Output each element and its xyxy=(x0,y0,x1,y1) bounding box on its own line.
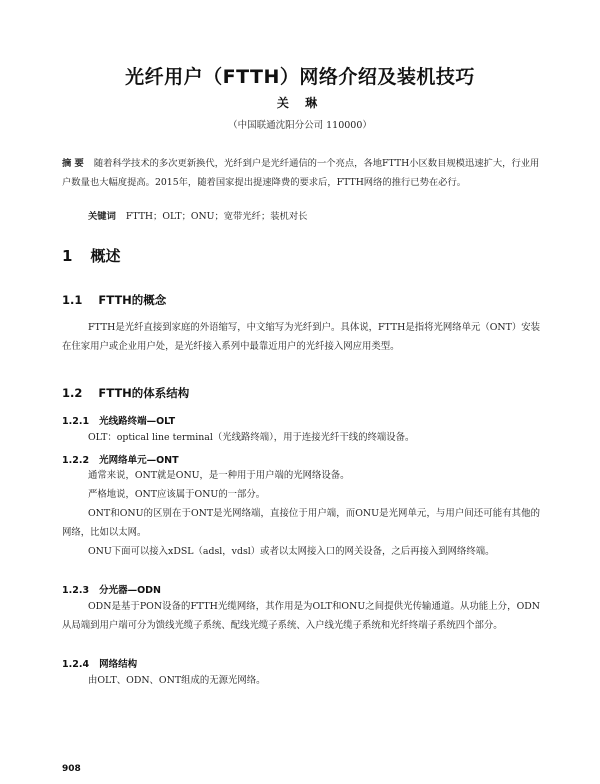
section-1-2-3-number: 1.2.3 xyxy=(62,585,90,596)
section-1-2-2-paragraph-4: ONU下面可以接入xDSL（adsl，vdsl）或者以太网接入口的网关设备，之后再接入到网络终端。 xyxy=(88,546,495,557)
keywords xyxy=(88,209,540,225)
section-1-2-3-title: 分光器—ODN xyxy=(99,585,161,596)
section-1-2-heading xyxy=(62,385,189,401)
section-1-1-number: 1.1 xyxy=(62,293,83,307)
section-1-2-1-number: 1.2.1 xyxy=(62,416,90,427)
keywords-text: FTTH；OLT；ONU；宽带光纤；装机对长 xyxy=(125,211,308,222)
section-1-2-number: 1.2 xyxy=(62,386,83,400)
paper-title: 光纤用户（FTTH）网络介绍及装机技巧 xyxy=(125,66,475,88)
section-1-number: 1 xyxy=(62,247,73,265)
section-1-2-4-paragraph: 由OLT、ODN、ONT组成的无源光网络。 xyxy=(88,675,266,686)
keywords-label: 关键词 xyxy=(88,211,116,222)
section-1-1-heading xyxy=(62,292,166,308)
section-1-2-2-paragraph-1: 通常来说，ONT就是ONU，是一种用于用户端的光网络设备。 xyxy=(88,470,350,481)
section-1-2-4-heading xyxy=(62,656,137,670)
section-1-2-1-paragraph: OLT：optical line terminal（光线路终端），用于连接光纤干线的终端设备。 xyxy=(88,432,415,443)
section-1-2-2-number: 1.2.2 xyxy=(62,455,90,466)
section-1-2-title: FTTH的体系结构 xyxy=(98,386,190,400)
abstract-label: 摘 要 xyxy=(62,158,84,169)
section-1-2-1-title: 光线路终端—OLT xyxy=(99,416,176,427)
section-1-2-3-heading xyxy=(62,582,161,596)
section-1-2-2-paragraph-2: 严格地说，ONT应该属于ONU的一部分。 xyxy=(88,489,266,500)
section-1-2-3-paragraph: ODN是基于PON设备的FTTH光缆网络，其作用是为OLT和ONU之间提供光传输通道。从功能上分，ODN从局端到用户端可分为馈线光缆子系统、配线光缆子系统、入户线光缆子系统和光纤终端子系统四个部分。 xyxy=(62,601,540,631)
section-1-1-paragraph: FTTH是光纤直接到家庭的外语缩写，中文缩写为光纤到户。具体说，FTTH是指将光网络单元（ONT）安装在住家用户或企业用户处，是光纤接入系列中最靠近用户的光纤接入网应用类型。 xyxy=(62,322,540,352)
abstract-text: 随着科学技术的多次更新换代，光纤到户是光纤通信的一个亮点，各地FTTH小区数目规模迅速扩大，行业用户数量也大幅度提高。2015年，随着国家提出提速降费的要求后，FTTH网络的推行已势在必行。 xyxy=(62,158,540,188)
section-1-2-4-title: 网络结构 xyxy=(99,659,138,670)
section-1-title: 概述 xyxy=(90,247,121,265)
section-1-1-title: FTTH的概念 xyxy=(98,293,167,307)
section-1-2-2-heading xyxy=(62,452,179,466)
author-affiliation: （中国联通沈阳分公司 110000） xyxy=(228,120,372,131)
page-number: 908 xyxy=(62,764,81,774)
section-1-2-2-paragraph-3: ONT和ONU的区别在于ONT是光网络端，直接位于用户端，而ONU是光网单元，与用户间还可能有其他的网络，比如以太网。 xyxy=(62,508,540,538)
section-1-heading xyxy=(62,245,120,266)
section-1-2-1-heading xyxy=(62,413,175,427)
section-1-2-2-title: 光网络单元—ONT xyxy=(99,455,179,466)
section-1-2-4-number: 1.2.4 xyxy=(62,659,90,670)
abstract xyxy=(62,154,540,192)
author-name: 关 琳 xyxy=(276,96,324,110)
